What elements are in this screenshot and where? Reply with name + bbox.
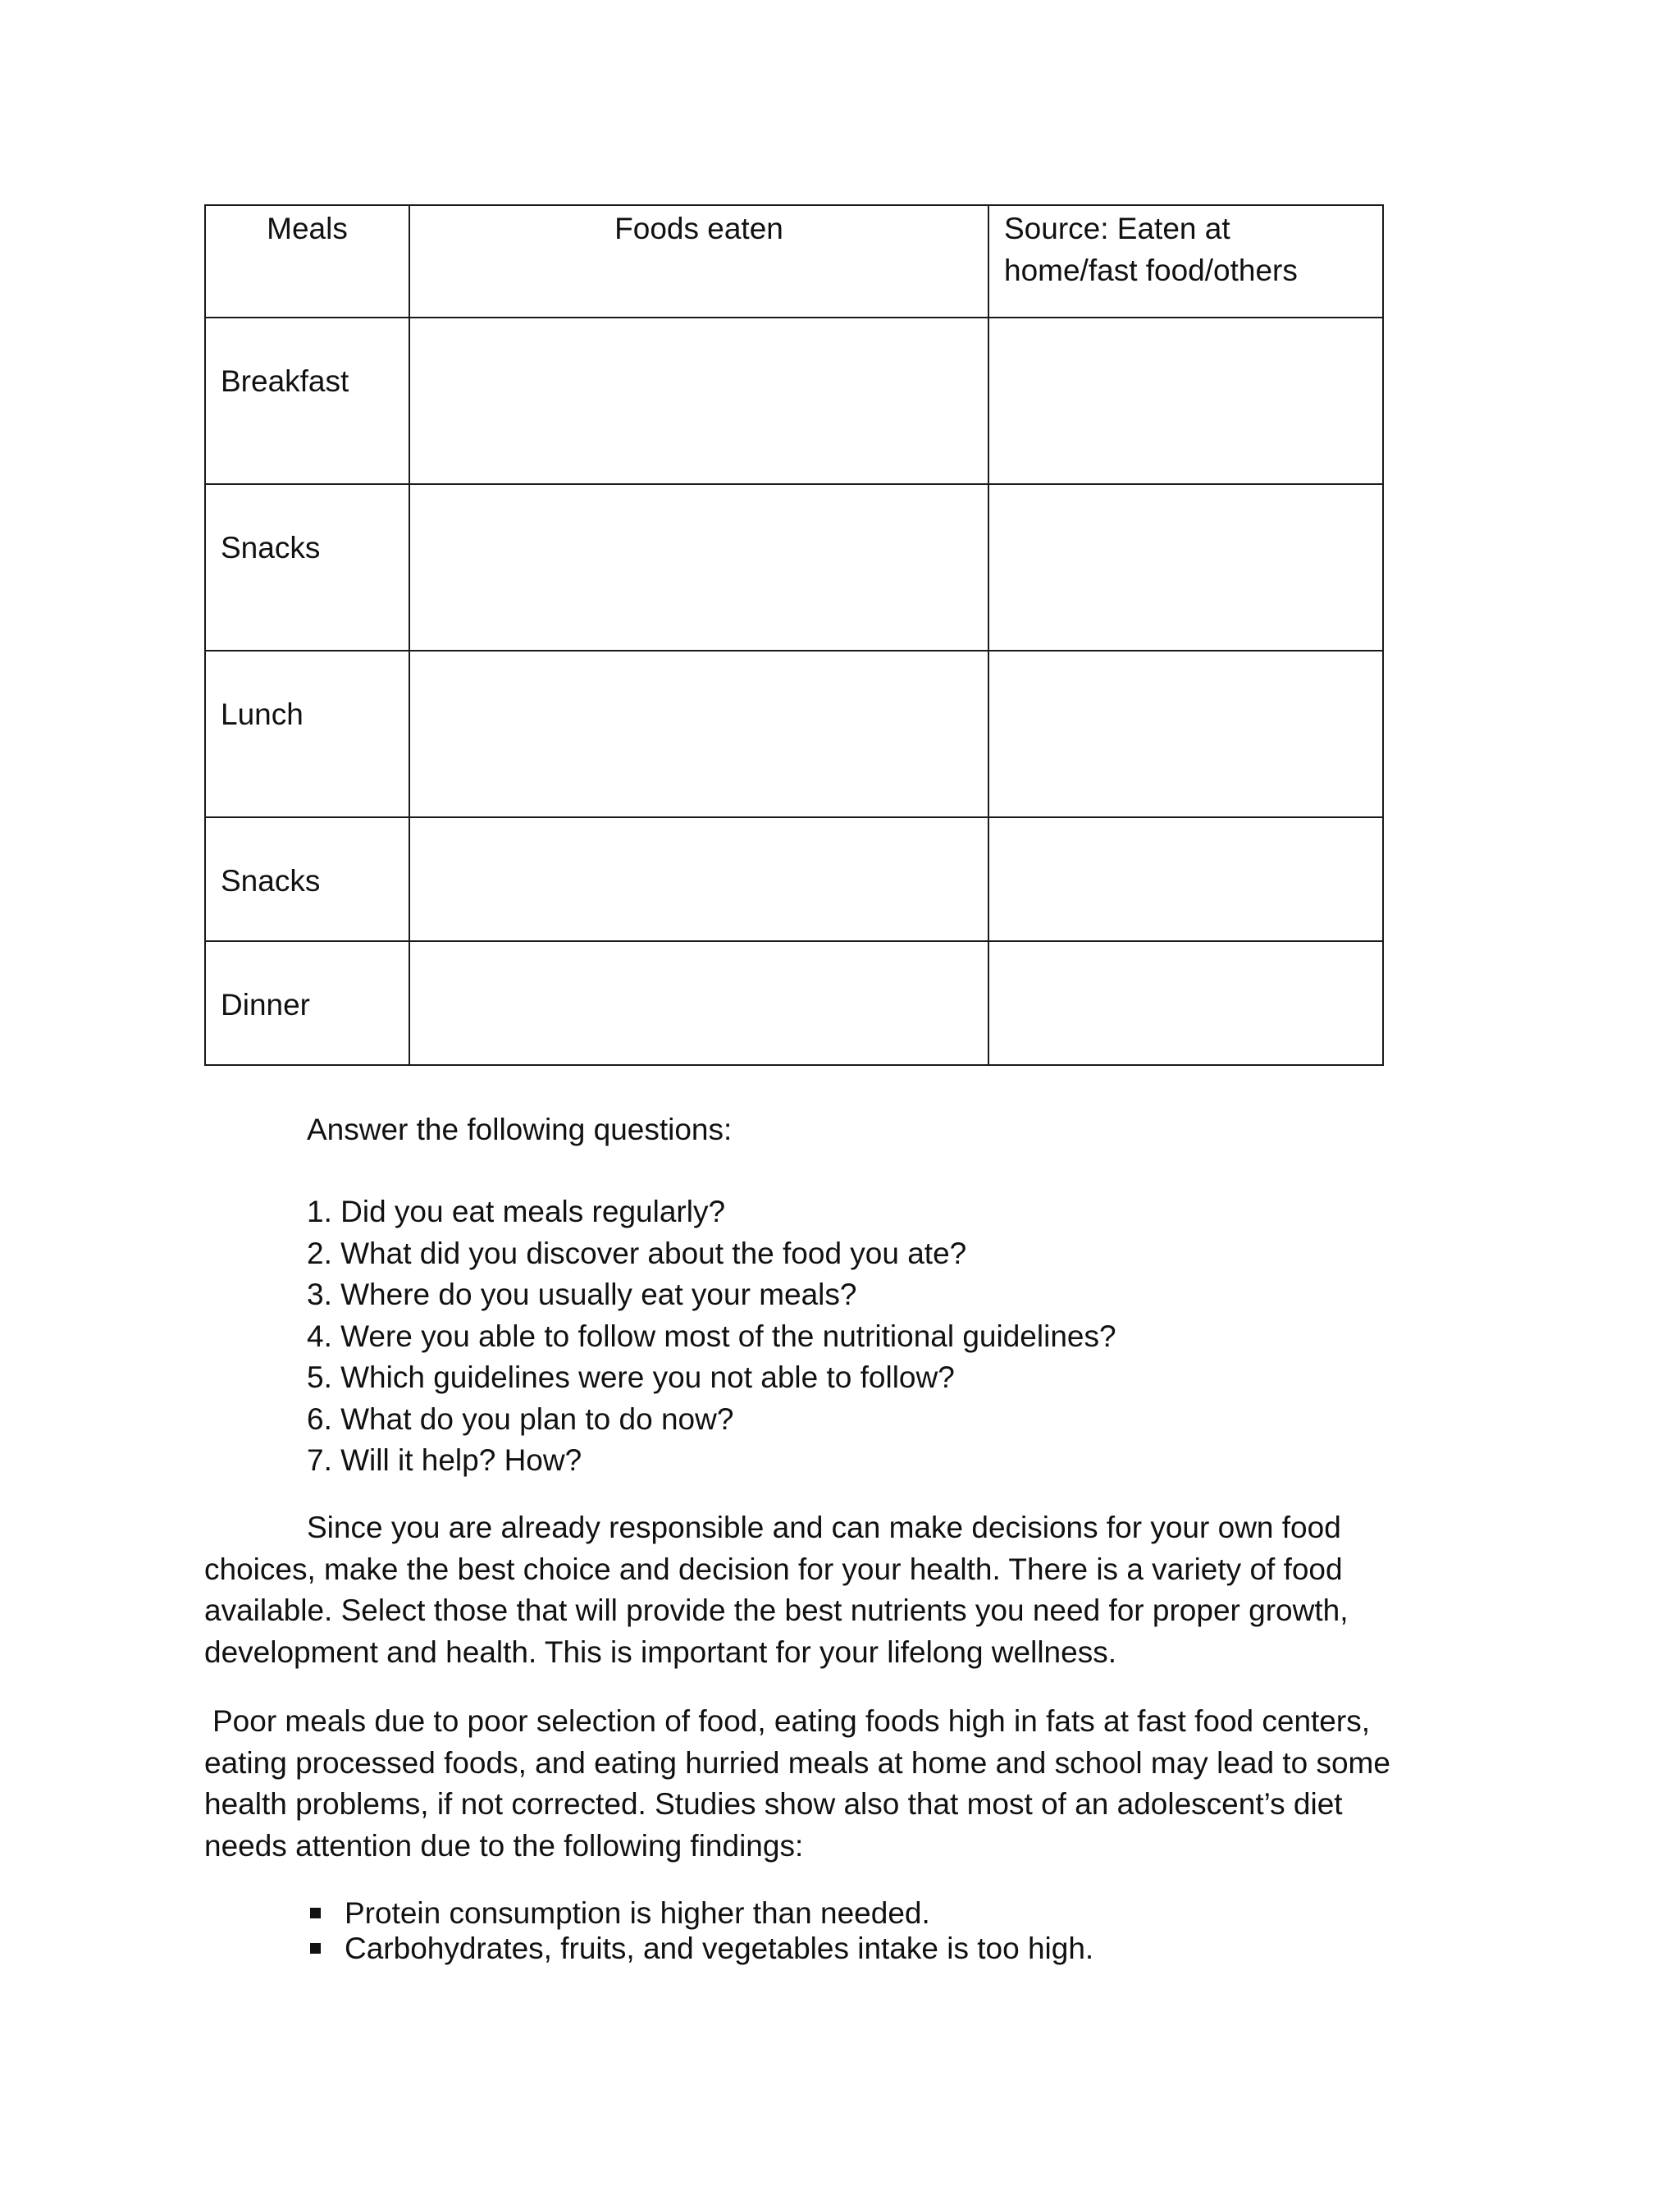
square-bullet-icon bbox=[310, 1943, 321, 1954]
list-item: 5. Which guidelines were you not able to follow? bbox=[307, 1360, 955, 1394]
table-row bbox=[205, 484, 1383, 651]
source-cell[interactable] bbox=[988, 651, 1383, 817]
question-list bbox=[307, 1191, 1116, 1482]
list-item bbox=[307, 1931, 1093, 1966]
paragraph-food-choices: Since you are already responsible and can make decisions for your own food choices, make the best choice and decision for your health. There is a variety of food available. Select those that will provide the best nutrients you need for proper growth, development and health. This is important for your lifelong wellness. bbox=[204, 1511, 1349, 1669]
finding-text: Carbohydrates, fruits, and vegetables intake is too high. bbox=[345, 1932, 1094, 1965]
list-item: 1. Did you eat meals regularly? bbox=[307, 1195, 726, 1228]
source-cell[interactable] bbox=[988, 941, 1383, 1065]
meal-label-lunch: Lunch bbox=[205, 651, 409, 817]
header-source: Source: Eaten at home/fast food/others bbox=[988, 205, 1383, 318]
source-cell[interactable] bbox=[988, 817, 1383, 941]
foods-eaten-cell[interactable] bbox=[409, 484, 988, 651]
list-item: 3. Where do you usually eat your meals? bbox=[307, 1278, 857, 1311]
list-item bbox=[307, 1895, 1093, 1931]
table-header-row bbox=[205, 205, 1383, 318]
foods-eaten-cell[interactable] bbox=[409, 941, 988, 1065]
square-bullet-icon bbox=[310, 1908, 321, 1918]
paragraph-poor-meals: Poor meals due to poor selection of food, eating foods high in fats at fast food centers, eating processed foods, and eating hurried meals at home and school may lead to some health problems, if not corrected. Studies show also that most of an adolescent’s diet needs attention due to the following findings: bbox=[204, 1704, 1390, 1863]
list-item: 6. What do you plan to do now? bbox=[307, 1401, 734, 1436]
findings-list bbox=[307, 1895, 1093, 1966]
finding-text: Protein consumption is higher than needed. bbox=[345, 1896, 930, 1930]
table-row bbox=[205, 941, 1383, 1065]
foods-eaten-cell[interactable] bbox=[409, 817, 988, 941]
meal-label-snacks-afternoon: Snacks bbox=[205, 817, 409, 941]
foods-eaten-cell[interactable] bbox=[409, 651, 988, 817]
header-foods-eaten: Foods eaten bbox=[409, 205, 988, 318]
meal-log-table bbox=[204, 204, 1384, 1066]
list-item: 7. Will it help? How? bbox=[307, 1443, 582, 1477]
meal-label-dinner: Dinner bbox=[205, 941, 409, 1065]
foods-eaten-cell[interactable] bbox=[409, 318, 988, 484]
meal-label-breakfast: Breakfast bbox=[205, 318, 409, 484]
table-row bbox=[205, 651, 1383, 817]
table-row bbox=[205, 817, 1383, 941]
list-item: 4. Were you able to follow most of the nutritional guidelines? bbox=[307, 1319, 1116, 1353]
meal-label-snacks: Snacks bbox=[205, 484, 409, 651]
source-cell[interactable] bbox=[988, 484, 1383, 651]
source-cell[interactable] bbox=[988, 318, 1383, 484]
list-item: 2. What did you discover about the food you ate? bbox=[307, 1236, 967, 1270]
header-meals: Meals bbox=[205, 205, 409, 318]
table-row bbox=[205, 318, 1383, 484]
instructions-text: Answer the following questions: bbox=[307, 1113, 733, 1146]
